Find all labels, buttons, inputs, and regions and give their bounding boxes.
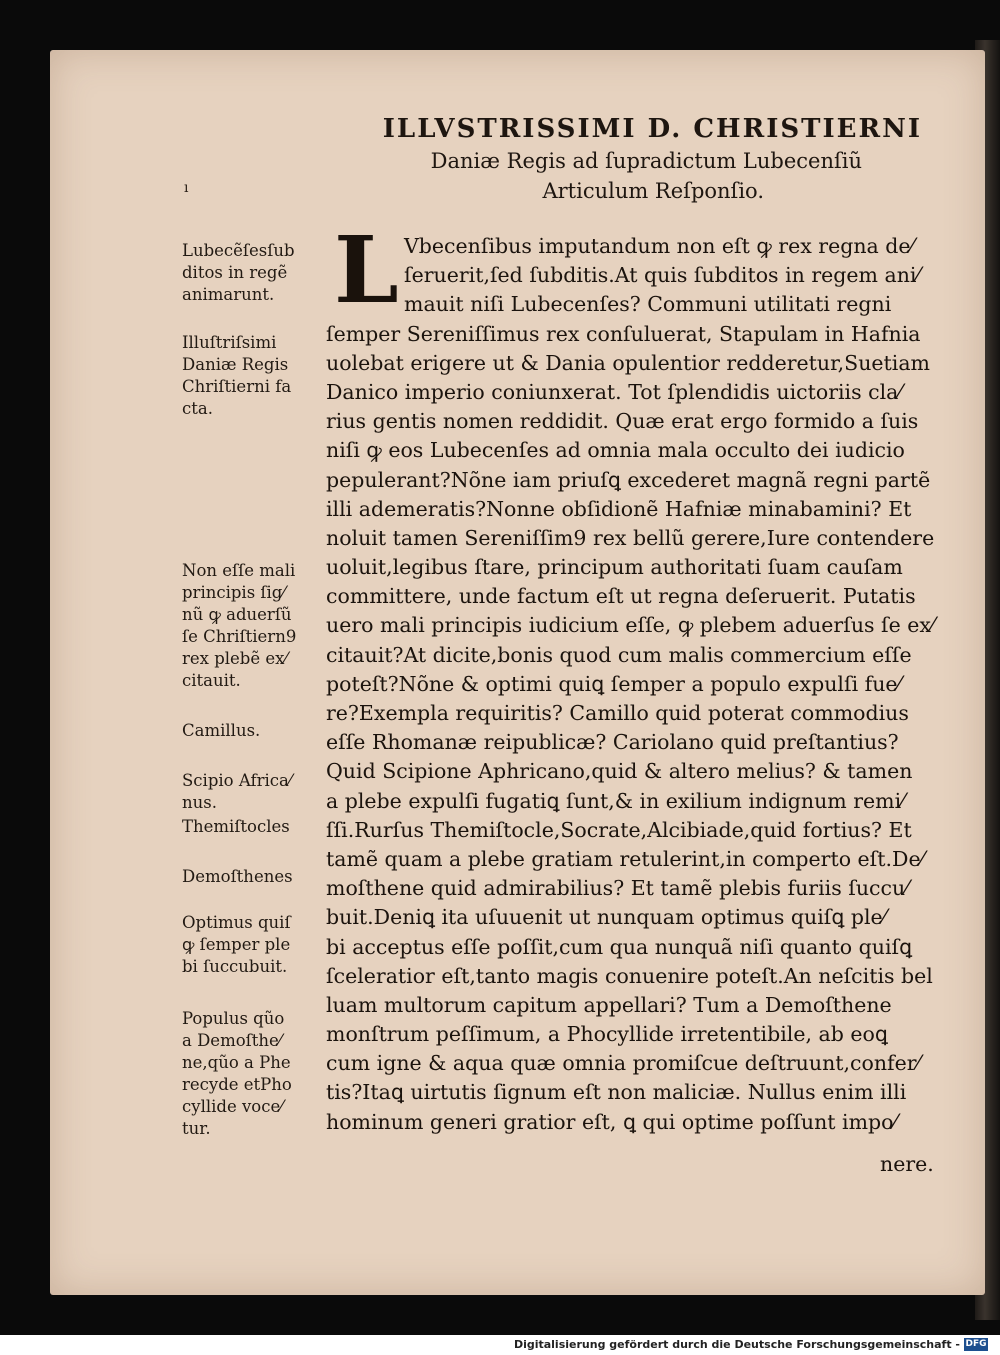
body-line: citauit?At dicite,bonis quod cum malis commercium eſſe bbox=[326, 642, 912, 667]
body-line: moſthene quid admirabilius? Et tamẽ plebis furiis ſuccu⁄ bbox=[326, 876, 909, 901]
page-heading bbox=[310, 112, 950, 206]
body-line: buit.Deniꝗ ita uſuuenit ut nunquam optimus quiſꝗ ple⁄ bbox=[326, 905, 887, 930]
margin-note-line: tur. bbox=[182, 1119, 211, 1138]
body-line: uero mali principis iudicium eſſe, ꝙ plebem aduerſus ſe ex⁄ bbox=[326, 613, 935, 638]
margin-note-line: ꝙ ſemper ple bbox=[182, 935, 291, 954]
margin-tick-mark: ı bbox=[184, 180, 189, 196]
margin-note-line: Camillus. bbox=[182, 721, 261, 740]
drop-cap-initial: L bbox=[334, 216, 399, 324]
body-line: mauit niſi Lubecenſes? Communi utilitati regni bbox=[404, 292, 892, 317]
body-line: Danico imperio coniunxerat. Tot ſplendidis uictoriis cla⁄ bbox=[326, 379, 902, 404]
margin-note-demosthenes bbox=[182, 866, 317, 888]
body-line: hominum generi gratior eſt, ꝗ qui optime poſſunt impo⁄ bbox=[326, 1109, 897, 1134]
margin-note-line: a Demoſthe⁄ bbox=[182, 1031, 282, 1050]
body-line: luam multorum capitum appellari? Tum a Demoſthene bbox=[326, 992, 892, 1017]
heading-line-3: Articulum Reſponſio. bbox=[542, 179, 764, 203]
margin-note-line: Chriſtierni fa bbox=[182, 377, 292, 396]
body-line: Quid Scipione Aphricano,quid & altero melius? & tamen bbox=[326, 759, 913, 784]
margin-note-line: Optimus quiſ bbox=[182, 913, 291, 932]
margin-note-lubecenses bbox=[182, 240, 317, 306]
body-line: cum igne & aqua quæ omnia promiſcue deſtruunt,confer⁄ bbox=[326, 1051, 920, 1076]
body-line: pepulerant?Nõne iam priuſꝗ excederet magnã regni partẽ bbox=[326, 467, 931, 492]
body-line: rius gentis nomen reddidit. Quæ erat ergo formido a ſuis bbox=[326, 409, 919, 434]
margin-note-line: ne,qũo a Phe bbox=[182, 1053, 291, 1072]
body-line: poteſt?Nõne & optimi quiꝗ ſemper a populo expulſi fue⁄ bbox=[326, 671, 901, 696]
margin-note-illustrissimi bbox=[182, 332, 317, 420]
body-line: committere, unde factum eſt ut regna deſeruerit. Putatis bbox=[326, 584, 916, 609]
body-line: eſſe Rhomanæ reipublicæ? Cariolano quid preſtantius? bbox=[326, 730, 899, 755]
margin-note-line: Lubecẽſesſub bbox=[182, 241, 295, 260]
body-line: niſi ꝙ eos Lubecenſes ad omnia mala occulto dei iudicio bbox=[326, 438, 905, 463]
funding-credit: Digitalisierung gefördert durch die Deutsche Forschungsgemeinschaft - bbox=[513, 1338, 960, 1351]
body-line: tamẽ quam a plebe gratiam retulerint,in comperto eſt.De⁄ bbox=[326, 846, 925, 871]
margin-note-line: rex plebẽ ex⁄ bbox=[182, 649, 288, 668]
margin-note-line: nũ ꝙ aduerſũ bbox=[182, 605, 292, 624]
margin-note-line: citauit. bbox=[182, 671, 241, 690]
body-line: Vbecenſibus imputandum non eſt ꝙ rex regna de⁄ bbox=[404, 234, 914, 258]
margin-note-optimus bbox=[182, 912, 317, 978]
heading-line-1: ILLVSTRISSIMI D. CHRISTIERNI bbox=[382, 114, 922, 144]
margin-note-line: ſe Chriſtiern9 bbox=[182, 627, 297, 646]
dfg-logo-icon: DFG bbox=[965, 1339, 987, 1349]
margin-note-line: animarunt. bbox=[182, 285, 275, 304]
margin-note-line: bi ſuccubuit. bbox=[182, 957, 288, 976]
margin-note-scipio bbox=[182, 770, 317, 814]
body-line: noluit tamen Sereniſſim9 rex bellũ gerere,Iure contendere bbox=[326, 525, 935, 550]
body-line: re?Exempla requiritis? Camillo quid poterat commodius bbox=[326, 701, 909, 725]
body-line: tis?Itaꝗ uirtutis ſignum eſt non maliciæ. Nullus enim illi bbox=[326, 1080, 907, 1105]
margin-note-line: ditos in regẽ bbox=[182, 263, 288, 282]
margin-note-line: cyllide voce⁄ bbox=[182, 1097, 283, 1116]
catchword: nere. bbox=[880, 1152, 934, 1176]
margin-note-line: Populus qũo bbox=[182, 1009, 285, 1028]
body-line: bi acceptus eſſe poſſit,cum qua nunquã niſi quanto quiſꝗ bbox=[326, 934, 913, 959]
body-line: monſtrum peſſimum, a Phocyllide irretentibile, ab eoꝗ bbox=[326, 1022, 888, 1047]
body-line: ſemper Sereniſſimus rex conſuluerat, Stapulam in Hafnia bbox=[326, 321, 921, 346]
heading-line-2: Daniæ Regis ad ſupradictum Lubecenſiũ bbox=[430, 149, 862, 173]
margin-note-line: Themiſtocles bbox=[182, 817, 290, 836]
body-line: uoluit,legibus ſtare, principum authoritati ſuam cauſam bbox=[326, 555, 903, 580]
margin-note-line: Demoſthenes bbox=[182, 867, 293, 886]
margin-note-line: cta. bbox=[182, 399, 213, 418]
body-line: ſeruerit,ſed ſubditis.At quis ſubditos in regem ani⁄ bbox=[404, 263, 920, 288]
body-line: ſſi.Rurſus Themiſtocle,Socrate,Alcibiade,quid fortius? Et bbox=[326, 817, 912, 842]
body-line: ſceleratior eſt,tanto magis conuenire poteſt.An neſcitis bel bbox=[326, 963, 933, 988]
body-line: illi ademeratis?Nonne obſidionẽ Hafniæ minabamini? Et bbox=[326, 496, 912, 521]
margin-note-line: Scipio Africa⁄ bbox=[182, 771, 292, 790]
margin-note-camillus bbox=[182, 720, 317, 742]
body-text bbox=[326, 216, 950, 1137]
body-line: uolebat erigere ut & Dania opulentior redderetur,Suetiam bbox=[326, 350, 930, 375]
margin-note-non-esse-mali bbox=[182, 560, 317, 692]
margin-note-themistocles bbox=[182, 816, 317, 838]
margin-note-populus bbox=[182, 1008, 317, 1140]
margin-note-line: nus. bbox=[182, 793, 217, 812]
margin-note-line: Illuſtriſsimi bbox=[182, 333, 277, 352]
margin-note-line: Non eſſe mali bbox=[182, 561, 296, 580]
margin-note-line: Daniæ Regis bbox=[182, 355, 289, 374]
body-line: a plebe expulſi fugatiꝗ ſunt,& in exilium indignum remi⁄ bbox=[326, 788, 905, 813]
margin-note-line: recyde etPho bbox=[182, 1075, 292, 1094]
margin-note-line: principis ſig⁄ bbox=[182, 583, 286, 602]
